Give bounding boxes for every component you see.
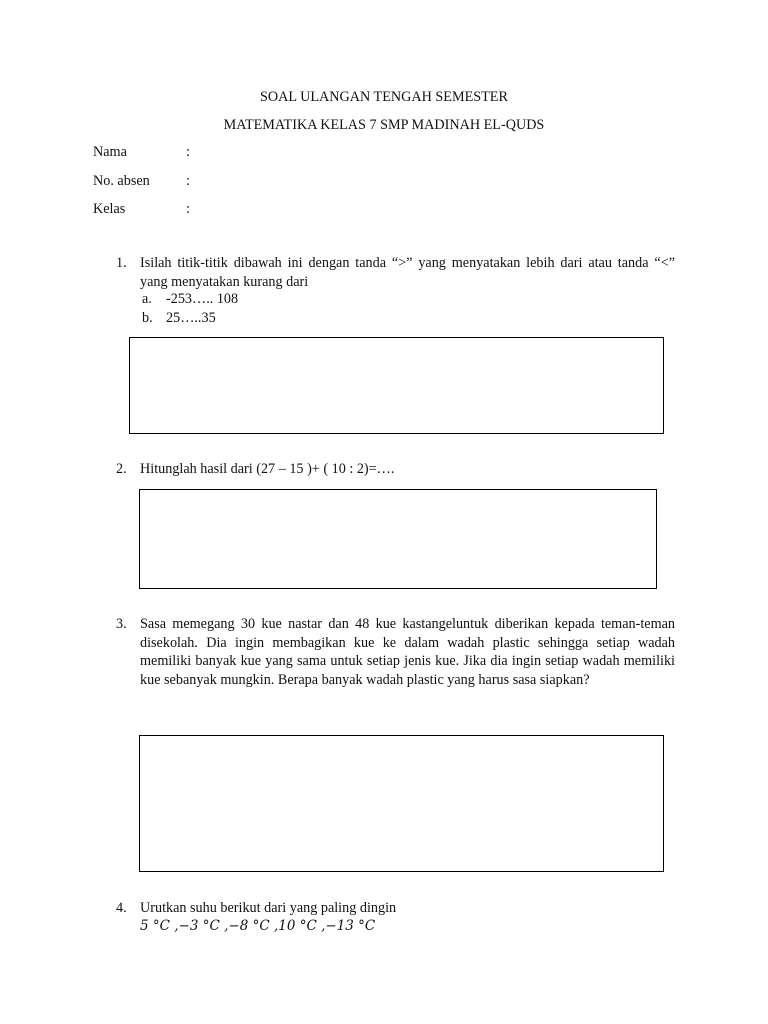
question-number: 4. [116,900,127,916]
question-number: 2. [116,461,127,477]
question-text: Hitunglah hasil dari (27 – 15 )+ ( 10 : 2)=…. [140,461,395,477]
question-text: Sasa memegang 30 kue nastar dan 48 kue kastangeluntuk diberikan kepada teman-teman disekolah. Dia ingin membagikan kue ke dalam wadah plastic sehingga setiap wadah memiliki banyak kue yang sama untuk setiap jenis kue. Jika dia ingin setiap wadah memiliki kue sebanyak mungkin. Berapa banyak wadah plastic yang harus sasa siapkan? [140,616,675,688]
question-number: 1. [116,255,127,271]
question-text: Isilah titik-titik dibawah ini dengan tanda “>” yang menyatakan lebih dari atau tanda “<” yang menyatakan kurang dari [140,255,675,290]
item-letter: a. [142,291,152,307]
answer-box-2[interactable] [139,489,657,589]
field-colon: : [186,201,190,217]
field-nama [93,143,190,161]
item-letter: b. [142,310,153,326]
answer-box-1[interactable] [129,337,664,434]
field-colon: : [186,144,190,160]
page-title: SOAL ULANGAN TENGAH SEMESTER [260,89,508,105]
question-number: 3. [116,616,127,632]
field-label: No. absen [93,173,150,189]
field-kelas [93,200,190,218]
question-text: Urutkan suhu berikut dari yang paling dingin [140,900,397,916]
page-subtitle: MATEMATIKA KELAS 7 SMP MADINAH EL-QUDS [223,117,545,133]
item-text: 25…..35 [166,310,216,326]
field-label: Nama [93,144,127,160]
temperature-list: 5 °C ,−3 °C ,−8 °C ,10 °C ,−13 °C [140,918,376,934]
item-text: -253….. 108 [166,291,239,307]
answer-box-3[interactable] [139,735,664,872]
field-no-absen [93,172,190,190]
field-colon: : [186,173,190,189]
field-label: Kelas [93,201,126,217]
